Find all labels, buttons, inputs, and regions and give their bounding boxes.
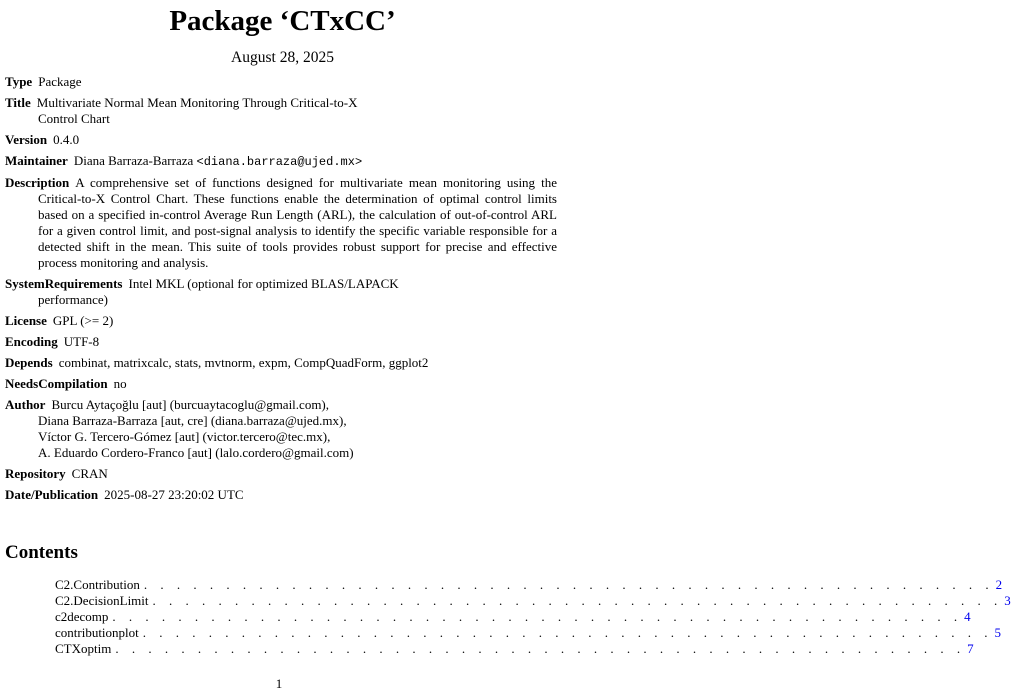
page-number: 1 bbox=[275, 676, 283, 691]
author-line: Víctor G. Tercero-Gómez [aut] (victor.tercero@tec.mx), bbox=[38, 429, 331, 444]
toc-leader-dots: . . . . . . . . . . . . . . . . . . . . . . . . . . . . . . . . . . . . . . . . . . . . . . . . . . . . bbox=[115, 641, 966, 656]
author-line: A. Eduardo Cordero-Franco [aut] (lalo.cordero@gmail.com) bbox=[38, 445, 354, 460]
field-value: UTF-8 bbox=[63, 334, 100, 349]
toc-leader-dots: . . . . . . . . . . . . . . . . . . . . . . . . . . . . . . . . . . . . . . . . . . . . . . . . . . . . bbox=[112, 609, 963, 624]
field-label: Author bbox=[5, 397, 46, 412]
toc-page-link[interactable]: 4 bbox=[964, 609, 971, 624]
field-license bbox=[5, 313, 557, 329]
toc-entry-name[interactable]: CTXoptim bbox=[55, 641, 112, 656]
field-depends bbox=[5, 355, 433, 371]
toc-entry[interactable] bbox=[55, 625, 1002, 641]
field-value: combinat, matrixcalc, stats, mvtnorm, expm, CompQuadForm, ggplot2 bbox=[58, 355, 429, 370]
toc-page-link[interactable]: 5 bbox=[994, 625, 1002, 640]
field-label: License bbox=[5, 313, 47, 328]
field-value: GPL (>= 2) bbox=[52, 313, 114, 328]
toc-leader-dots: . . . . . . . . . . . . . . . . . . . . . . . . . . . . . . . . . . . . . . . . . . . . . . . . . . . . bbox=[142, 625, 993, 640]
maintainer-name: Diana Barraza-Barraza bbox=[73, 153, 194, 168]
toc-leader-dots: . . . . . . . . . . . . . . . . . . . . . . . . . . . . . . . . . . . . . . . . . . . . . . . . . . . . bbox=[152, 593, 1003, 608]
field-label: Version bbox=[5, 132, 48, 147]
field-value: 2025-08-27 23:20:02 UTC bbox=[104, 487, 244, 502]
field-label: Date/Publication bbox=[5, 487, 99, 502]
field-value: A comprehensive set of functions designed for multivariate mean monitoring using the Critical-to-X Control Chart. These functions enable the determination of optimal control limits based on a specified in-control Average Run Length (ARL), the calculation of out-of-control ARL for a given control limit, and post-signal analysis to identify the specific variable responsible for a detected shift in the mean. This suite of tools provides robust support for precise and effective process monitoring and analysis. bbox=[38, 175, 557, 270]
toc-page-link[interactable]: 2 bbox=[995, 577, 1003, 592]
field-needscompilation bbox=[5, 376, 557, 392]
field-label: Title bbox=[5, 95, 31, 110]
toc-entry[interactable] bbox=[55, 609, 971, 625]
field-value: Package bbox=[38, 74, 82, 89]
toc-entry[interactable] bbox=[55, 577, 1003, 593]
table-of-contents bbox=[55, 577, 1011, 657]
description-fields bbox=[5, 74, 557, 508]
toc-leader-dots: . . . . . . . . . . . . . . . . . . . . . . . . . . . . . . . . . . . . . . . . . . . . . . . . . . . . bbox=[143, 577, 994, 592]
toc-entry-name[interactable]: C2.DecisionLimit bbox=[55, 593, 149, 608]
field-value: CRAN bbox=[71, 466, 108, 481]
author-line: Burcu Aytaçoğlu [aut] (burcuaytacoglu@gmail.com), bbox=[51, 397, 330, 412]
field-label: Description bbox=[5, 175, 70, 190]
field-label: NeedsCompilation bbox=[5, 376, 108, 391]
toc-entry[interactable] bbox=[55, 593, 1011, 609]
toc-entry[interactable] bbox=[55, 641, 974, 657]
field-systemrequirements bbox=[5, 276, 423, 308]
field-repository bbox=[5, 466, 557, 482]
author-line: Diana Barraza-Barraza [aut, cre] (diana.barraza@ujed.mx), bbox=[38, 413, 347, 428]
toc-entry-name[interactable]: C2.Contribution bbox=[55, 577, 140, 592]
toc-entry-name[interactable]: contributionplot bbox=[55, 625, 139, 640]
field-type bbox=[5, 74, 557, 90]
field-label: Type bbox=[5, 74, 33, 89]
field-value: 0.4.0 bbox=[53, 132, 80, 147]
package-title: Package ‘CTxCC’ bbox=[169, 5, 396, 37]
toc-page-link[interactable]: 7 bbox=[967, 641, 974, 656]
toc-page-link[interactable]: 3 bbox=[1004, 593, 1011, 608]
field-label: SystemRequirements bbox=[5, 276, 123, 291]
field-maintainer bbox=[5, 153, 557, 170]
field-title bbox=[5, 95, 378, 127]
field-author bbox=[5, 397, 557, 461]
package-date: August 28, 2025 bbox=[231, 49, 334, 66]
maintainer-email[interactable]: <diana.barraza@ujed.mx> bbox=[196, 155, 363, 169]
field-datepublication bbox=[5, 487, 557, 503]
toc-entry-name[interactable]: c2decomp bbox=[55, 609, 109, 624]
field-description bbox=[5, 175, 557, 271]
field-encoding bbox=[5, 334, 557, 350]
field-label: Repository bbox=[5, 466, 66, 481]
field-label: Encoding bbox=[5, 334, 58, 349]
field-version bbox=[5, 132, 557, 148]
contents-heading: Contents bbox=[5, 542, 78, 563]
field-value: no bbox=[113, 376, 127, 391]
field-label: Depends bbox=[5, 355, 53, 370]
field-value: Multivariate Normal Mean Monitoring Through Critical-to-X Control Chart bbox=[36, 95, 358, 126]
field-label: Maintainer bbox=[5, 153, 68, 168]
field-value: Intel MKL (optional for optimized BLAS/LAPACK performance) bbox=[38, 276, 399, 307]
